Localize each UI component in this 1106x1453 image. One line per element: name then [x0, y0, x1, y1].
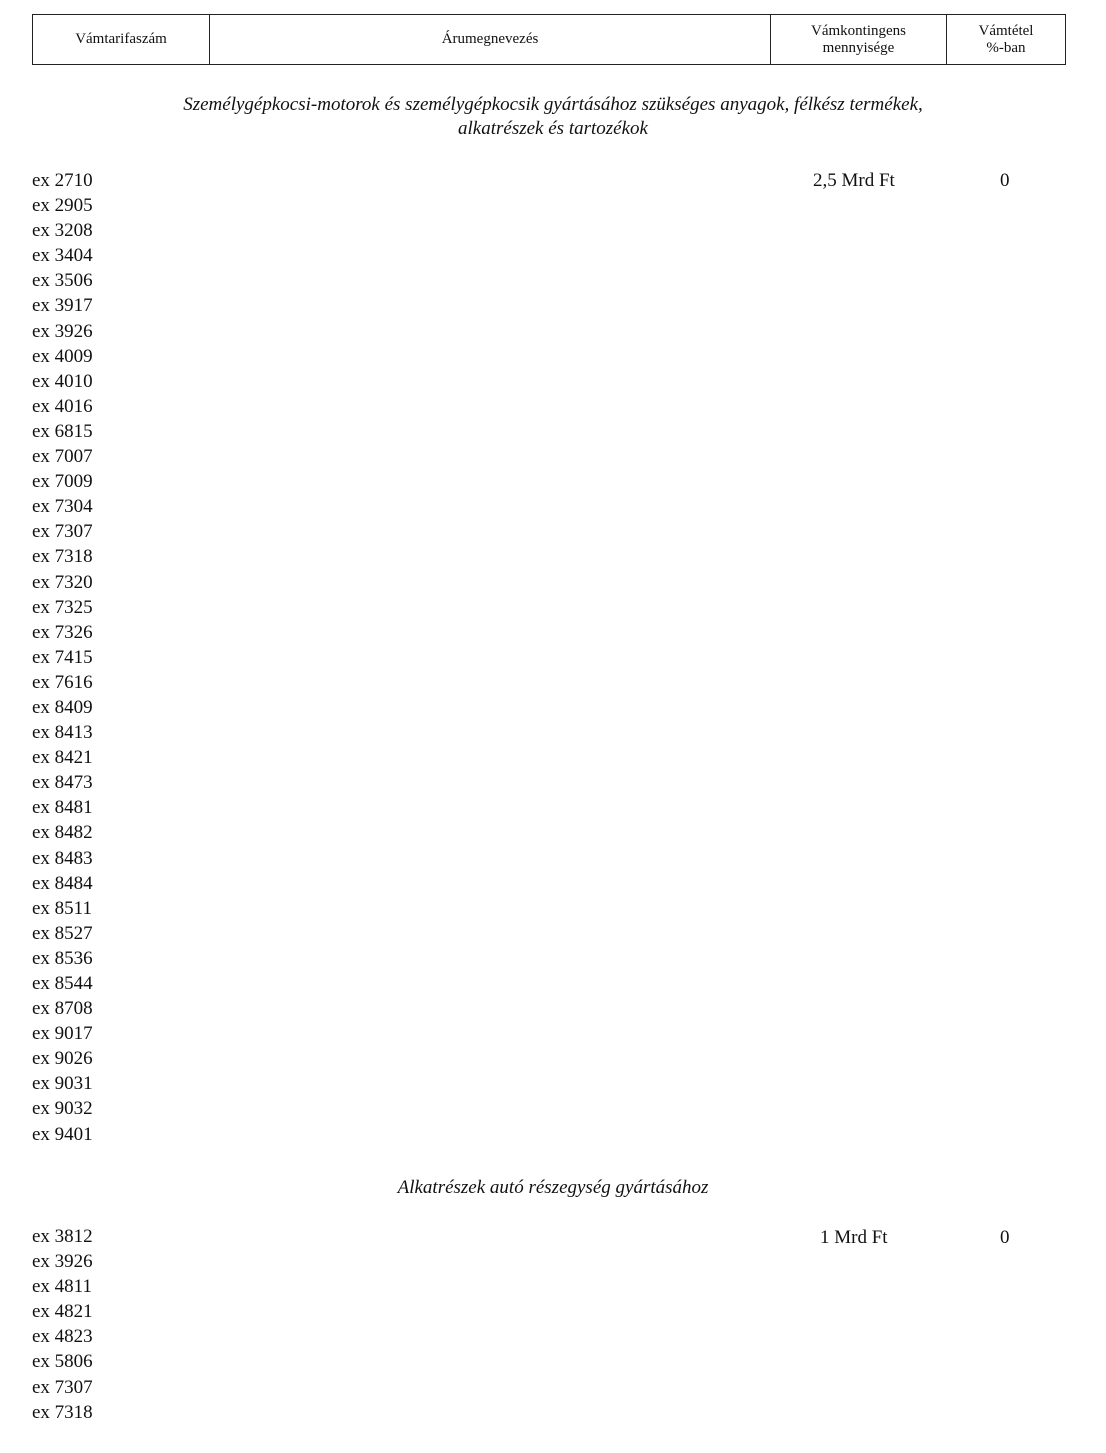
tariff-code: ex 3812 [32, 1226, 93, 1247]
tariff-code: ex 8481 [32, 797, 93, 819]
tariff-code: ex 8483 [32, 847, 93, 869]
tariff-code: ex 8708 [32, 998, 93, 1020]
tariff-code: ex 8544 [32, 973, 93, 994]
tariff-code: ex 9017 [32, 1023, 93, 1045]
tariff-code: ex 7307 [32, 521, 93, 543]
tariff-code: ex 9032 [32, 1098, 93, 1120]
tariff-code: ex 8527 [32, 922, 93, 944]
tariff-code: ex 7007 [32, 446, 93, 468]
section-1-rate: 0 [1000, 170, 1010, 191]
tariff-code: ex 6815 [32, 420, 93, 442]
tariff-code: ex 7318 [32, 1401, 93, 1423]
tariff-code: ex 7307 [32, 1376, 93, 1398]
header-description: Árumegnevezés [210, 15, 771, 64]
table-header [32, 14, 1066, 65]
tariff-code: ex 7304 [32, 496, 93, 518]
tariff-code: ex 8536 [32, 947, 93, 969]
section-2-rate: 0 [1000, 1227, 1010, 1248]
tariff-code: ex 8482 [32, 822, 93, 844]
tariff-code: ex 4811 [32, 1276, 92, 1298]
tariff-code: ex 4821 [32, 1301, 93, 1323]
tariff-code: ex 8473 [32, 772, 93, 794]
tariff-code: ex 4016 [32, 395, 93, 417]
section-2-quota: 1 Mrd Ft [820, 1227, 888, 1248]
header-duty-rate: Vámtétel %-ban [978, 22, 1034, 56]
tariff-code: ex 7415 [32, 646, 93, 668]
header-tariff-number: Vámtarifaszám [33, 15, 210, 64]
header-quota-amount: Vámkontingens mennyisége [771, 15, 947, 64]
section-1-title-line1: Személygépkocsi-motorok és személygépkocsik gyártásához szükséges anyagok, félkész termékek, [183, 94, 923, 115]
tariff-code: ex 8409 [32, 696, 93, 718]
section-1-title [0, 93, 1106, 141]
section-2-code-list [32, 1224, 93, 1425]
section-1-quota: 2,5 Mrd Ft [813, 170, 895, 191]
tariff-code: ex 9031 [32, 1073, 93, 1095]
tariff-code: ex 3208 [32, 220, 93, 242]
tariff-code: ex 5806 [32, 1351, 93, 1373]
tariff-code: ex 3926 [32, 1251, 93, 1273]
tariff-code: ex 3506 [32, 270, 93, 292]
tariff-code: ex 3926 [32, 320, 93, 342]
section-1-title-line2: alkatrészek és tartozékok [458, 118, 648, 139]
tariff-code: ex 7326 [32, 621, 93, 643]
tariff-code: ex 3404 [32, 245, 93, 267]
tariff-code: ex 7325 [32, 596, 93, 618]
tariff-code: ex 8413 [32, 722, 93, 744]
section-2-title: Alkatrészek autó részegység gyártásához [397, 1177, 709, 1198]
tariff-code: ex 7616 [32, 671, 93, 693]
tariff-code: ex 2905 [32, 195, 93, 217]
tariff-code: ex 3917 [32, 295, 93, 317]
tariff-code: ex 4010 [32, 370, 93, 392]
tariff-code: ex 7318 [32, 546, 93, 568]
tariff-code: ex 4009 [32, 345, 93, 367]
tariff-code: ex 7009 [32, 471, 93, 493]
tariff-code: ex 4823 [32, 1326, 93, 1348]
tariff-code: ex 8484 [32, 872, 93, 894]
tariff-code: ex 7320 [32, 571, 93, 593]
tariff-code: ex 2710 [32, 170, 93, 191]
section-1-code-list [32, 168, 93, 1147]
tariff-code: ex 8511 [32, 897, 92, 919]
tariff-code: ex 8421 [32, 747, 93, 769]
tariff-code: ex 9026 [32, 1048, 93, 1070]
tariff-code: ex 9401 [32, 1123, 93, 1145]
